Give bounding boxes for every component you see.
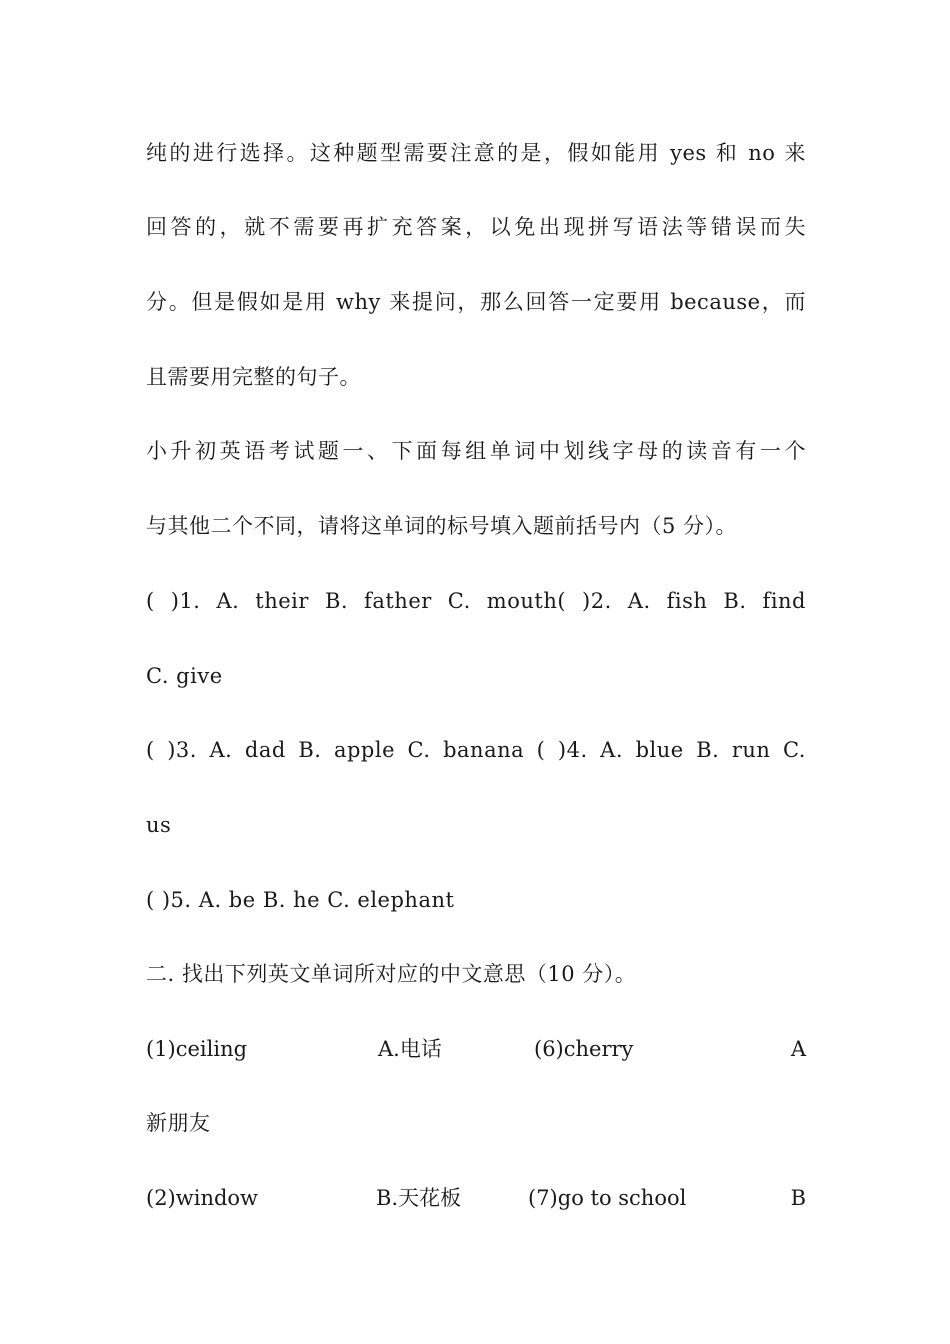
vocab-word: (7)go to school (528, 1186, 687, 1210)
section-heading-1: 小升初英语考试题一、下面每组单词中划线字母的读音有一个 (146, 439, 806, 463)
question-line: us (146, 813, 172, 837)
section-heading-2: 二. 找出下列英文单词所对应的中文意思（10 分）。 (146, 962, 637, 986)
vocab-option: B.天花板 (376, 1186, 462, 1210)
paragraph-line: 且需要用完整的句子。 (146, 365, 361, 389)
vocab-option: A.电话 (378, 1037, 442, 1061)
question-line: C. give (146, 664, 223, 688)
paragraph-line: 纯的进行选择。这种题型需要注意的是，假如能用 yes 和 no 来 (146, 141, 806, 165)
paragraph-line: 分。但是假如是用 why 来提问，那么回答一定要用 because，而 (146, 290, 806, 314)
vocab-word: (2)window (146, 1186, 259, 1210)
vocab-wrap-text: 新朋友 (146, 1111, 211, 1135)
question-line: ( )5. A. be B. he C. elephant (146, 888, 455, 912)
vocab-word: (6)cherry (534, 1037, 634, 1061)
paragraph-line: 回答的，就不需要再扩充答案，以免出现拼写语法等错误而失 (146, 215, 806, 239)
question-line: ( )3. A. dad B. apple C. banana ( )4. A. blue B. run C. (146, 738, 806, 762)
section-heading-1-cont: 与其他二个不同，请将这单词的标号填入题前括号内（5 分）。 (146, 514, 738, 538)
vocab-row (146, 1183, 806, 1213)
question-line: ( )1. A. their B. father C. mouth( )2. A. fish B. find (146, 589, 806, 613)
vocab-word: (1)ceiling (146, 1037, 248, 1061)
vocab-row (146, 1034, 806, 1064)
vocab-option: B (790, 1186, 806, 1210)
vocab-option: A (790, 1037, 806, 1061)
